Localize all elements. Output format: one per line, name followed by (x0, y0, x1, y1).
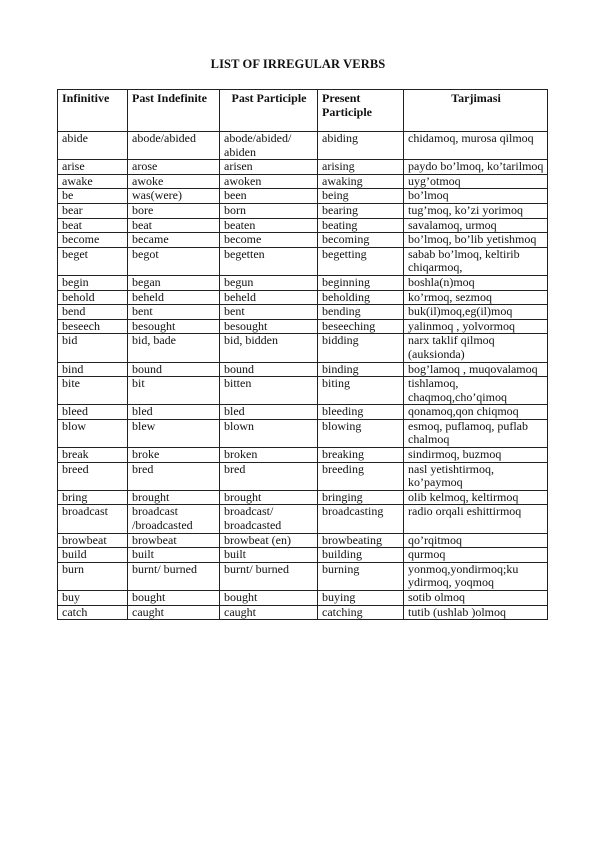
cell-translation: qurmoq (404, 548, 548, 563)
table-row (58, 305, 548, 320)
table-row (58, 290, 548, 305)
cell-infinitive: become (58, 233, 128, 248)
cell-present-participle: bleeding (318, 405, 404, 420)
table-row (58, 591, 548, 606)
cell-infinitive: arise (58, 160, 128, 175)
cell-present-participle: begetting (318, 247, 404, 275)
cell-present-participle: catching (318, 605, 404, 620)
cell-past-indefinite: bent (128, 305, 220, 320)
cell-present-participle: beating (318, 218, 404, 233)
cell-translation: chidamoq, murosa qilmoq (404, 132, 548, 160)
cell-past-indefinite: blew (128, 419, 220, 447)
cell-translation: bo’lmoq (404, 189, 548, 204)
cell-present-participle: browbeating (318, 533, 404, 548)
cell-translation: savalamoq, urmoq (404, 218, 548, 233)
cell-translation: boshla(n)moq (404, 275, 548, 290)
cell-past-indefinite: became (128, 233, 220, 248)
cell-past-indefinite: besought (128, 319, 220, 334)
irregular-verbs-table (57, 89, 548, 620)
table-row (58, 562, 548, 590)
cell-present-participle: bidding (318, 334, 404, 362)
cell-infinitive: catch (58, 605, 128, 620)
cell-translation: yonmoq,yondirmoq;ku ydirmoq, yoqmoq (404, 562, 548, 590)
cell-translation: radio orqali eshittirmoq (404, 505, 548, 533)
cell-past-indefinite: began (128, 275, 220, 290)
cell-present-participle: beginning (318, 275, 404, 290)
cell-past-participle: bred (220, 462, 318, 490)
cell-translation: bog’lamoq , muqovalamoq (404, 362, 548, 377)
cell-past-indefinite: bound (128, 362, 220, 377)
table-row (58, 362, 548, 377)
cell-past-participle: abode/abided/ abiden (220, 132, 318, 160)
cell-infinitive: abide (58, 132, 128, 160)
table-row (58, 203, 548, 218)
cell-translation: sindirmoq, buzmoq (404, 448, 548, 463)
cell-infinitive: bleed (58, 405, 128, 420)
cell-infinitive: blow (58, 419, 128, 447)
cell-translation: buk(il)moq,eg(il)moq (404, 305, 548, 320)
cell-present-participle: breaking (318, 448, 404, 463)
cell-past-participle: besought (220, 319, 318, 334)
table-body (58, 132, 548, 620)
cell-past-participle: burnt/ burned (220, 562, 318, 590)
cell-present-participle: arising (318, 160, 404, 175)
table-row (58, 174, 548, 189)
cell-past-indefinite: awoke (128, 174, 220, 189)
cell-past-participle: begetten (220, 247, 318, 275)
cell-past-indefinite: broadcast /broadcasted (128, 505, 220, 533)
cell-past-participle: been (220, 189, 318, 204)
cell-infinitive: beseech (58, 319, 128, 334)
cell-translation: uyg’otmoq (404, 174, 548, 189)
page-title: LIST OF IRREGULAR VERBS (210, 57, 386, 71)
cell-past-participle: broken (220, 448, 318, 463)
cell-translation: olib kelmoq, keltirmoq (404, 490, 548, 505)
table-row (58, 218, 548, 233)
cell-translation: narx taklif qilmoq (auksionda) (404, 334, 548, 362)
cell-present-participle: blowing (318, 419, 404, 447)
cell-present-participle: breeding (318, 462, 404, 490)
table-row (58, 405, 548, 420)
cell-past-participle: bitten (220, 377, 318, 405)
cell-translation: paydo bo’lmoq, ko’tarilmoq (404, 160, 548, 175)
cell-infinitive: begin (58, 275, 128, 290)
cell-translation: esmoq, puflamoq, puflab chalmoq (404, 419, 548, 447)
cell-past-participle: bid, bidden (220, 334, 318, 362)
cell-infinitive: bite (58, 377, 128, 405)
cell-past-indefinite: bid, bade (128, 334, 220, 362)
table-row (58, 533, 548, 548)
cell-past-indefinite: begot (128, 247, 220, 275)
cell-translation: bo’lmoq, bo’lib yetishmoq (404, 233, 548, 248)
cell-past-indefinite: arose (128, 160, 220, 175)
table-header-row (58, 90, 548, 132)
table-row (58, 275, 548, 290)
table-row (58, 448, 548, 463)
cell-present-participle: buying (318, 591, 404, 606)
cell-translation: yalinmoq , yolvormoq (404, 319, 548, 334)
cell-present-participle: building (318, 548, 404, 563)
cell-past-participle: bound (220, 362, 318, 377)
cell-infinitive: burn (58, 562, 128, 590)
cell-infinitive: be (58, 189, 128, 204)
cell-infinitive: beget (58, 247, 128, 275)
cell-infinitive: bind (58, 362, 128, 377)
cell-past-indefinite: broke (128, 448, 220, 463)
table-row (58, 419, 548, 447)
cell-infinitive: bring (58, 490, 128, 505)
cell-present-participle: becoming (318, 233, 404, 248)
table-row (58, 189, 548, 204)
cell-past-indefinite: bought (128, 591, 220, 606)
cell-past-participle: browbeat (en) (220, 533, 318, 548)
cell-present-participle: beholding (318, 290, 404, 305)
table-row (58, 247, 548, 275)
table-row (58, 490, 548, 505)
cell-infinitive: bid (58, 334, 128, 362)
table-row (58, 605, 548, 620)
cell-past-indefinite: bred (128, 462, 220, 490)
cell-infinitive: broadcast (58, 505, 128, 533)
cell-past-participle: caught (220, 605, 318, 620)
cell-present-participle: being (318, 189, 404, 204)
cell-translation: ko’rmoq, sezmoq (404, 290, 548, 305)
header-present-participle: Present Participle (318, 90, 404, 132)
cell-past-indefinite: beheld (128, 290, 220, 305)
cell-past-participle: bought (220, 591, 318, 606)
cell-present-participle: awaking (318, 174, 404, 189)
cell-past-participle: born (220, 203, 318, 218)
cell-past-participle: beaten (220, 218, 318, 233)
cell-infinitive: breed (58, 462, 128, 490)
cell-past-participle: broadcast/ broadcasted (220, 505, 318, 533)
cell-past-indefinite: bled (128, 405, 220, 420)
cell-past-indefinite: was(were) (128, 189, 220, 204)
cell-past-participle: bled (220, 405, 318, 420)
cell-past-indefinite: burnt/ burned (128, 562, 220, 590)
table-row (58, 319, 548, 334)
cell-past-participle: begun (220, 275, 318, 290)
cell-infinitive: build (58, 548, 128, 563)
cell-translation: tutib (ushlab )olmoq (404, 605, 548, 620)
cell-present-participle: bringing (318, 490, 404, 505)
table-row (58, 505, 548, 533)
header-past-indefinite: Past Indefinite (128, 90, 220, 132)
cell-translation: tishlamoq, chaqmoq,cho’qimoq (404, 377, 548, 405)
header-infinitive: Infinitive (58, 90, 128, 132)
cell-present-participle: binding (318, 362, 404, 377)
cell-past-participle: blown (220, 419, 318, 447)
cell-translation: qonamoq,qon chiqmoq (404, 405, 548, 420)
cell-present-participle: biting (318, 377, 404, 405)
cell-present-participle: burning (318, 562, 404, 590)
cell-past-indefinite: beat (128, 218, 220, 233)
cell-translation: sotib olmoq (404, 591, 548, 606)
cell-present-participle: broadcasting (318, 505, 404, 533)
cell-past-participle: beheld (220, 290, 318, 305)
cell-past-indefinite: brought (128, 490, 220, 505)
table-row (58, 548, 548, 563)
cell-translation: qo’rqitmoq (404, 533, 548, 548)
cell-infinitive: behold (58, 290, 128, 305)
cell-past-participle: become (220, 233, 318, 248)
cell-infinitive: bend (58, 305, 128, 320)
table-row (58, 132, 548, 160)
cell-translation: tug’moq, ko’zi yorimoq (404, 203, 548, 218)
table-row (58, 377, 548, 405)
cell-past-indefinite: browbeat (128, 533, 220, 548)
table-row (58, 462, 548, 490)
cell-past-indefinite: built (128, 548, 220, 563)
table-row (58, 334, 548, 362)
cell-past-indefinite: bit (128, 377, 220, 405)
cell-past-participle: brought (220, 490, 318, 505)
cell-past-indefinite: abode/abided (128, 132, 220, 160)
cell-past-participle: bent (220, 305, 318, 320)
cell-past-participle: awoken (220, 174, 318, 189)
cell-infinitive: bear (58, 203, 128, 218)
cell-present-participle: bearing (318, 203, 404, 218)
cell-past-participle: arisen (220, 160, 318, 175)
cell-infinitive: browbeat (58, 533, 128, 548)
cell-past-participle: built (220, 548, 318, 563)
header-past-participle: Past Participle (220, 90, 318, 132)
cell-infinitive: awake (58, 174, 128, 189)
cell-past-indefinite: caught (128, 605, 220, 620)
cell-infinitive: buy (58, 591, 128, 606)
table-row (58, 160, 548, 175)
cell-present-participle: abiding (318, 132, 404, 160)
header-translation: Tarjimasi (404, 90, 548, 132)
cell-translation: sabab bo’lmoq, keltirib chiqarmoq, (404, 247, 548, 275)
cell-past-indefinite: bore (128, 203, 220, 218)
cell-infinitive: break (58, 448, 128, 463)
cell-present-participle: bending (318, 305, 404, 320)
table-row (58, 233, 548, 248)
cell-infinitive: beat (58, 218, 128, 233)
cell-translation: nasl yetishtirmoq, ko’paymoq (404, 462, 548, 490)
cell-present-participle: beseeching (318, 319, 404, 334)
